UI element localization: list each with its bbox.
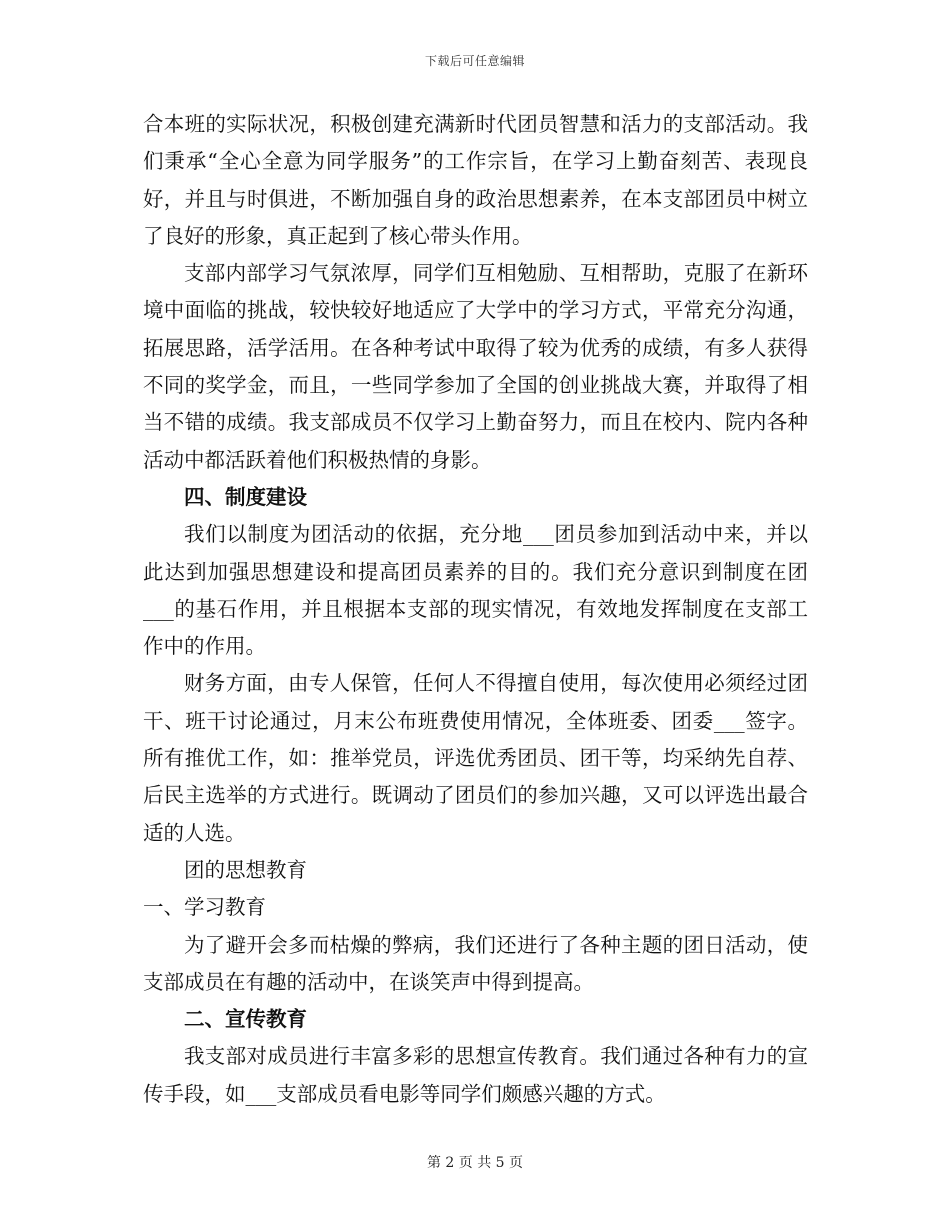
paragraph-finance: 财务方面，由专人保管，任何人不得擅自使用，每次使用必须经过团干、班干讨论通过，月末公布班费使用情况，全体班委、团委___签字。所有推优工作，如：推举党员，评选优秀团员、团干等，均采纳先自荐、后民主选举的方式进行。既调动了团员们的参加兴趣，又可以评选出最合适的人选。 [143,671,808,845]
paragraph-continuation: 合本班的实际状况，积极创建充满新时代团员智慧和活力的支部活动。我们秉承“全心全意为同学服务”的工作宗旨，在学习上勤奋刻苦、表现良好，并且与时俱进，不断加强自身的政治思想素养，在本支部团员中树立了良好的形象，真正起到了核心带头作用。 [143,112,808,248]
page-number-footer: 第 2 页 共 5 页 [426,1155,524,1171]
subsection-heading-study-education: 一、学习教育 [143,895,266,920]
paragraph-system-basis: 我们以制度为团活动的依据，充分地___团员参加到活动中来，并以此达到加强思想建设和提高团员素养的目的。我们充分意识到制度在团___的基石作用，并且根据本支部的现实情况，有效地发挥制度在支部工作中的作用。 [143,522,808,659]
page-header: 下载后可任意编辑 [424,54,525,68]
paragraph-study-atmosphere: 支部内部学习气氛浓厚，同学们互相勉励、互相帮助，克服了在新环境中面临的挑战，较快较好地适应了大学中的学习方式，平常充分沟通，拓展思路，活学活用。在各种考试中取得了较为优秀的成绩，有多人获得不同的奖学金，而且，一些同学参加了全国的创业挑战大赛，并取得了相当不错的成绩。我支部成员不仅学习上勤奋努力，而且在校内、院内各种活动中都活跃着他们积极热情的身影。 [143,261,808,472]
paragraph-theme-activities: 为了避开会多而枯燥的弊病，我们还进行了各种主题的团日活动，使支部成员在有趣的活动中，在谈笑声中得到提高。 [143,932,808,994]
section-title-ideological-education: 团的思想教育 [184,857,307,882]
section-heading-publicity-education: 二、宣传教育 [184,1007,307,1032]
section-heading-system-building: 四、制度建设 [184,484,307,509]
document-body [143,106,808,1113]
paragraph-publicity: 我支部对成员进行丰富多彩的思想宣传教育。我们通过各种有力的宣传手段，如___支部成员看电影等同学们颇感兴趣的方式。 [143,1044,808,1106]
